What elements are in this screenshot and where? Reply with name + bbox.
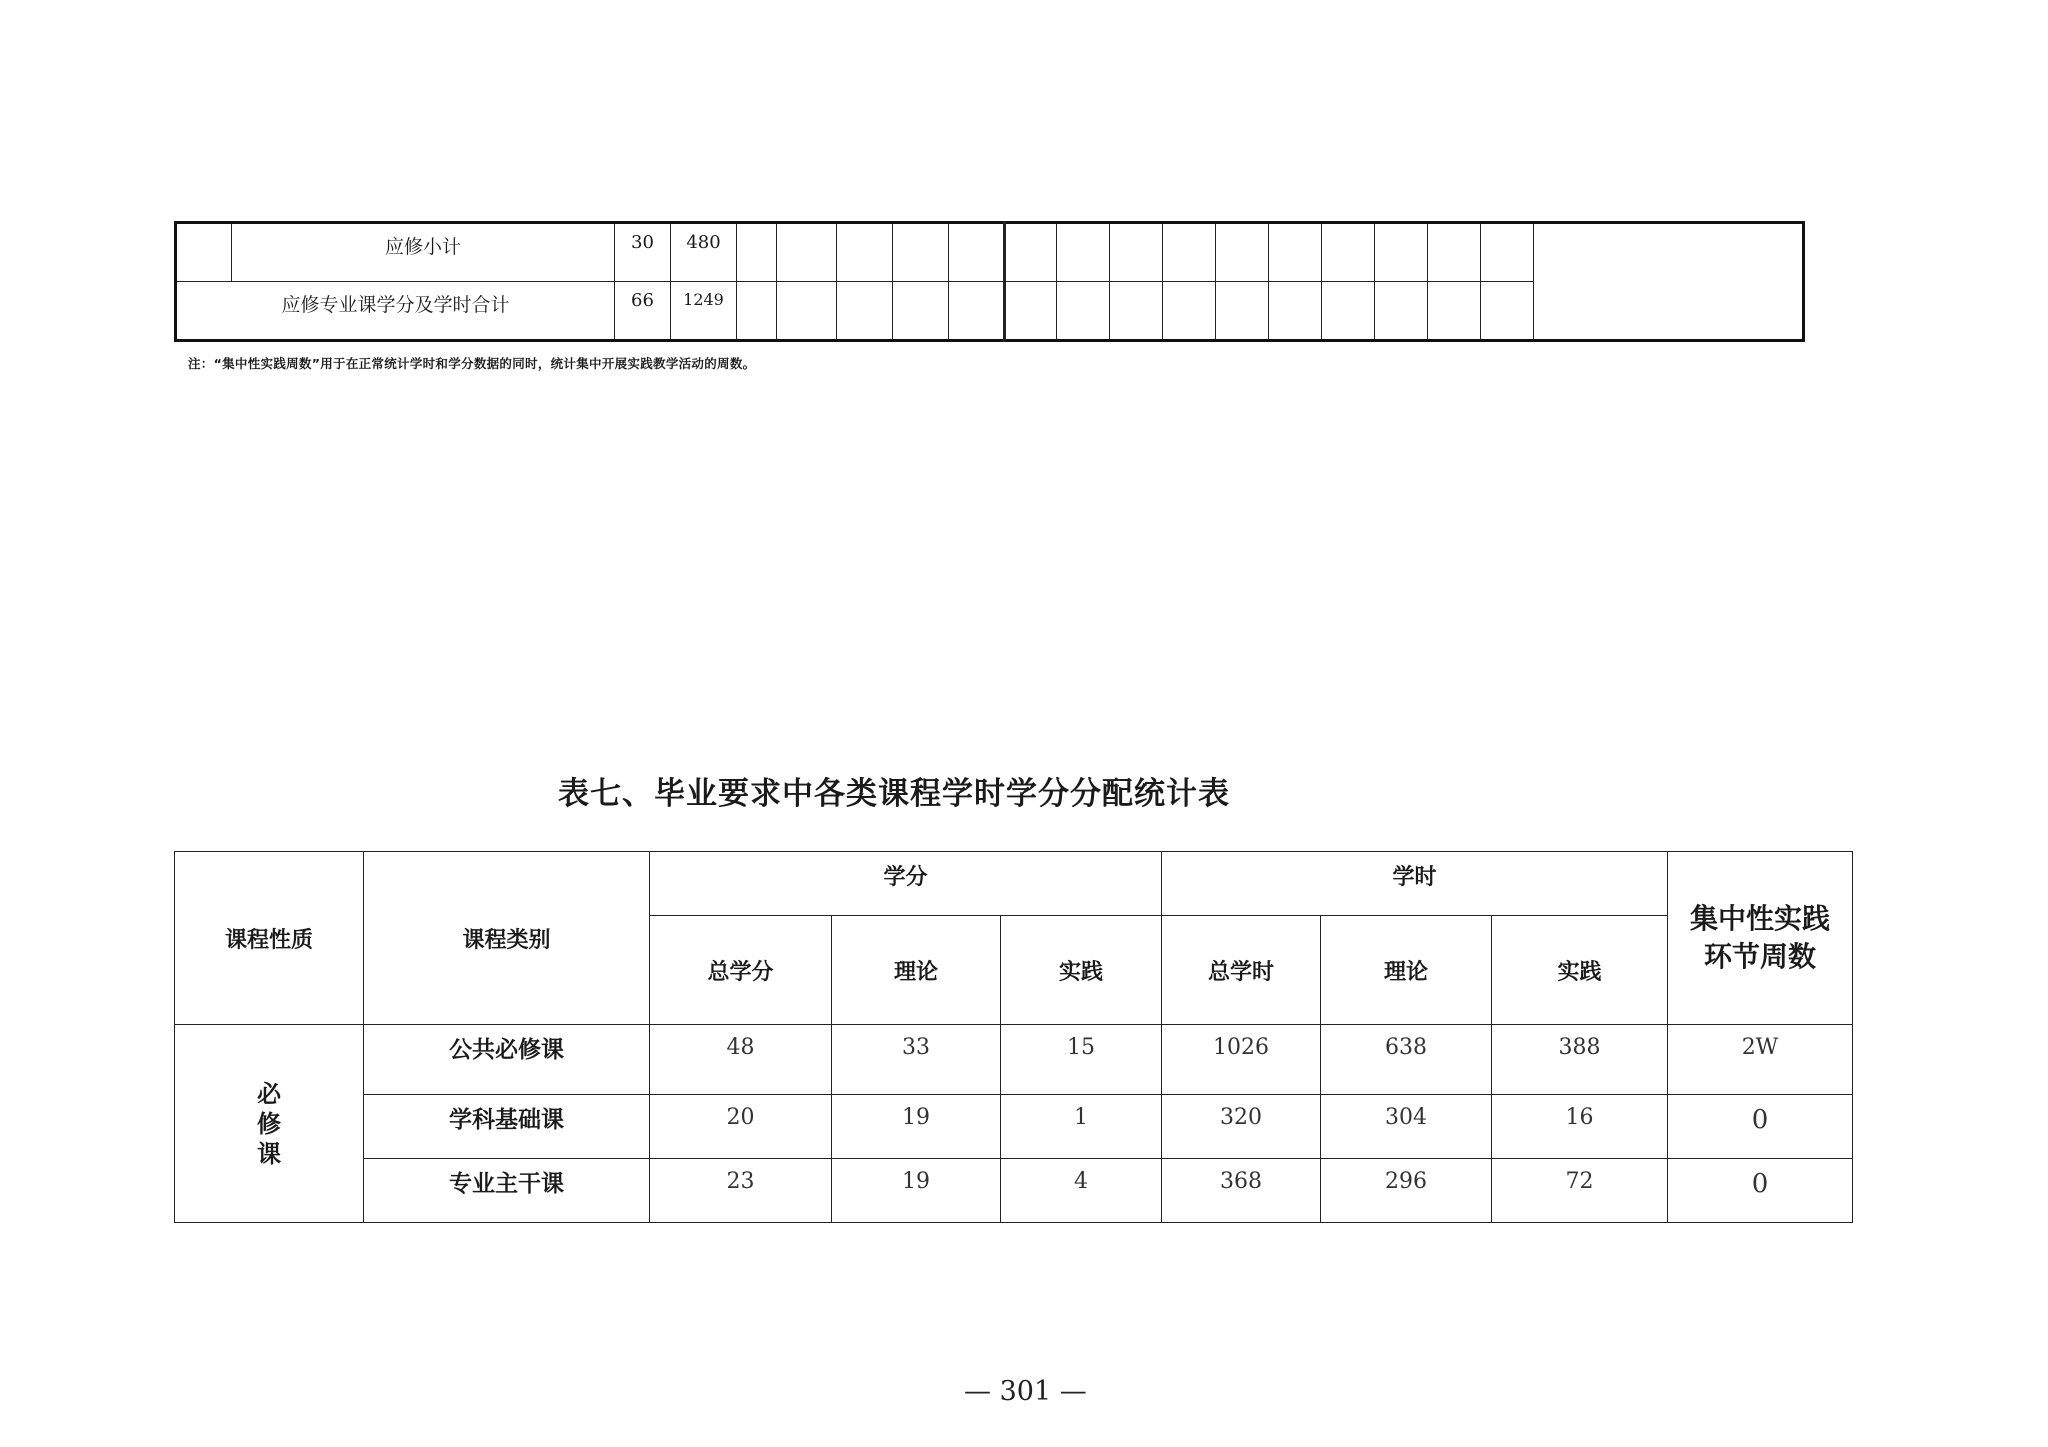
header-credits-group: 学分	[650, 852, 1162, 916]
empty-cell	[1216, 223, 1269, 282]
top-row-subtotal	[176, 223, 1804, 282]
empty-cell	[737, 223, 777, 282]
empty-cell	[1110, 282, 1163, 341]
empty-cell	[1163, 223, 1216, 282]
page-number: — 301 —	[964, 1376, 1087, 1407]
top-summary-table	[174, 221, 1805, 342]
header-course-category: 课程类别	[364, 852, 650, 1025]
header-total-hours: 总学时	[1162, 916, 1321, 1025]
row-theory-hours: 638	[1321, 1025, 1492, 1095]
subtotal-label: 应修小计	[232, 223, 615, 282]
row-total-hours: 368	[1162, 1159, 1321, 1223]
header-practice-weeks-line1: 集中性实践	[1689, 902, 1830, 935]
row-practice-hours: 388	[1492, 1025, 1668, 1095]
header-practice-weeks	[1668, 852, 1853, 1025]
row-theory-credits: 19	[832, 1159, 1001, 1223]
course-nature-required	[175, 1025, 364, 1223]
row-total-credits: 23	[650, 1159, 832, 1223]
table-note: 注：“集中性实践周数”用于在正常统计学时和学分数据的同时，统计集中开展实践教学活动的周数。	[188, 356, 756, 371]
empty-cell	[1057, 282, 1110, 341]
total-label: 应修专业课学分及学时合计	[176, 282, 615, 341]
total-hours: 1249	[671, 282, 737, 341]
subtotal-credits: 30	[615, 223, 671, 282]
empty-cell	[737, 282, 777, 341]
empty-cell	[949, 223, 1005, 282]
empty-cell	[1428, 282, 1481, 341]
empty-cell	[1428, 223, 1481, 282]
empty-cell	[1534, 223, 1804, 341]
empty-cell	[1005, 282, 1057, 341]
row-practice-hours: 72	[1492, 1159, 1668, 1223]
subtotal-hours: 480	[671, 223, 737, 282]
empty-cell	[1269, 282, 1322, 341]
row-total-credits: 48	[650, 1025, 832, 1095]
empty-cell	[777, 282, 837, 341]
row-category: 公共必修课	[364, 1025, 650, 1095]
header-practice-hours: 实践	[1492, 916, 1668, 1025]
total-credits: 66	[615, 282, 671, 341]
empty-cell	[837, 282, 893, 341]
empty-cell	[893, 223, 949, 282]
empty-cell	[1375, 282, 1428, 341]
row-total-hours: 320	[1162, 1095, 1321, 1159]
empty-cell	[949, 282, 1005, 341]
credit-hour-distribution-table	[174, 851, 1853, 1223]
row-theory-hours: 296	[1321, 1159, 1492, 1223]
empty-cell	[1375, 223, 1428, 282]
row-theory-credits: 33	[832, 1025, 1001, 1095]
page-title: 表七、毕业要求中各类课程学时学分分配统计表	[558, 776, 1230, 812]
empty-cell	[777, 223, 837, 282]
empty-cell	[1110, 223, 1163, 282]
empty-cell	[176, 223, 232, 282]
row-total-hours: 1026	[1162, 1025, 1321, 1095]
row-theory-hours: 304	[1321, 1095, 1492, 1159]
table-row	[175, 1159, 1853, 1223]
header-theory-hours: 理论	[1321, 916, 1492, 1025]
header-total-credits: 总学分	[650, 916, 832, 1025]
empty-cell	[1216, 282, 1269, 341]
table-row	[175, 1025, 1853, 1095]
nature-char: 修	[257, 1109, 281, 1138]
row-practice-credits: 1	[1001, 1095, 1162, 1159]
empty-cell	[1481, 223, 1534, 282]
header-practice-weeks-line2: 环节周数	[1703, 940, 1816, 973]
empty-cell	[1057, 223, 1110, 282]
row-practice-credits: 15	[1001, 1025, 1162, 1095]
header-row-1	[175, 852, 1853, 916]
row-practice-weeks: 0	[1668, 1159, 1853, 1223]
row-theory-credits: 19	[832, 1095, 1001, 1159]
row-practice-credits: 4	[1001, 1159, 1162, 1223]
nature-char: 课	[257, 1139, 281, 1168]
row-practice-weeks: 2W	[1668, 1025, 1853, 1095]
empty-cell	[1269, 223, 1322, 282]
header-theory-credits: 理论	[832, 916, 1001, 1025]
empty-cell	[1322, 282, 1375, 341]
header-hours-group: 学时	[1162, 852, 1668, 916]
row-total-credits: 20	[650, 1095, 832, 1159]
empty-cell	[837, 223, 893, 282]
empty-cell	[1005, 223, 1057, 282]
empty-cell	[1481, 282, 1534, 341]
nature-char: 必	[257, 1079, 281, 1108]
empty-cell	[1163, 282, 1216, 341]
header-course-nature: 课程性质	[175, 852, 364, 1025]
row-category: 专业主干课	[364, 1159, 650, 1223]
empty-cell	[893, 282, 949, 341]
row-category: 学科基础课	[364, 1095, 650, 1159]
row-practice-weeks: 0	[1668, 1095, 1853, 1159]
table-row	[175, 1095, 1853, 1159]
header-practice-credits: 实践	[1001, 916, 1162, 1025]
row-practice-hours: 16	[1492, 1095, 1668, 1159]
empty-cell	[1322, 223, 1375, 282]
